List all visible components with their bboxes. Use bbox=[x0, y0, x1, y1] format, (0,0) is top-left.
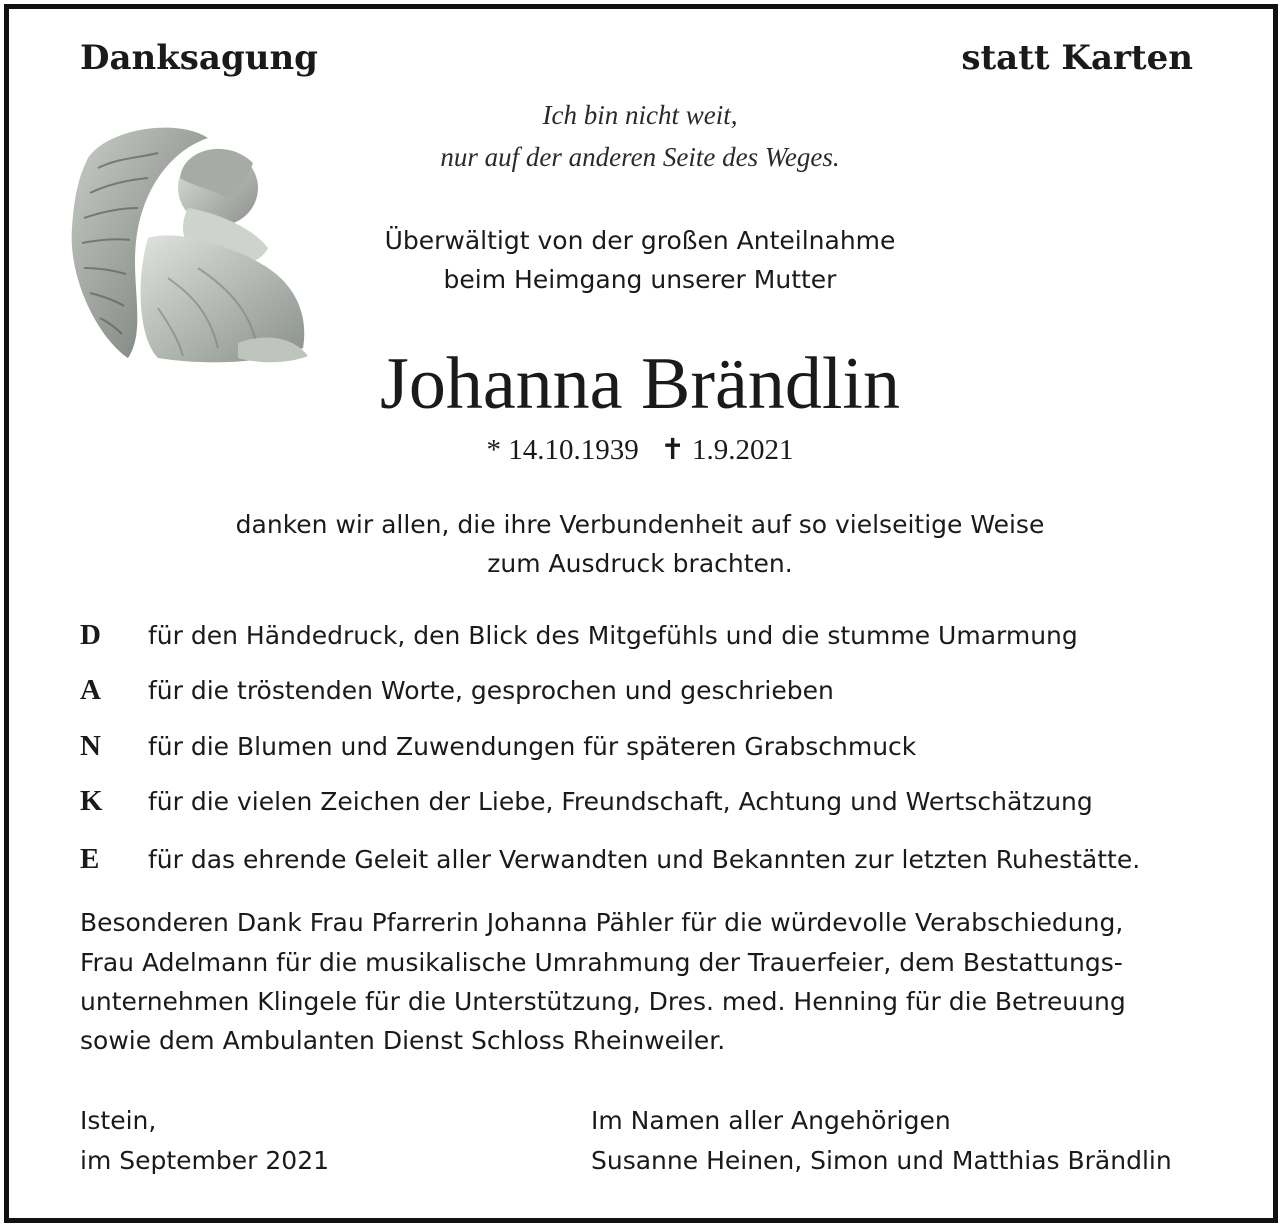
header-statt-karten: statt Karten bbox=[961, 38, 1193, 78]
danke-line-k: für die vielen Zeichen der Liebe, Freundschaft, Achtung und Wertschätzung bbox=[148, 787, 1093, 816]
danke-letter-d: D bbox=[80, 619, 101, 651]
special-thanks-line-2: Frau Adelmann für die musikalische Umrahmung der Trauerfeier, dem Bestattungs- bbox=[80, 948, 1123, 977]
danke-line-d: für den Händedruck, den Blick des Mitgefühls und die stumme Umarmung bbox=[148, 621, 1078, 650]
quote-line-2: nur auf der anderen Seite des Weges. bbox=[440, 142, 840, 172]
danke-line-a: für die tröstenden Worte, gesprochen und geschrieben bbox=[148, 676, 834, 705]
deceased-name: Johanna Brändlin bbox=[380, 343, 900, 425]
life-dates: * 14.10.1939 ✝ 1.9.2021 bbox=[486, 434, 794, 466]
danke-line-n: für die Blumen und Zuwendungen für späteren Grabschmuck bbox=[148, 732, 917, 761]
danke-letter-k: K bbox=[80, 785, 103, 817]
thanks-line-2: zum Ausdruck brachten. bbox=[487, 549, 793, 578]
thanks-line-1: danken wir allen, die ihre Verbundenheit auf so vielseitige Weise bbox=[235, 510, 1045, 539]
header-danksagung: Danksagung bbox=[80, 38, 318, 78]
danke-line-e: für das ehrende Geleit aller Verwandten und Bekannten zur letzten Ruhestätte. bbox=[148, 845, 1141, 874]
signatories: Susanne Heinen, Simon und Matthias Brändlin bbox=[591, 1146, 1172, 1175]
special-thanks-line-3: unternehmen Klingele für die Unterstützung, Dres. med. Henning für die Betreuung bbox=[80, 987, 1126, 1016]
intro-line-2: beim Heimgang unserer Mutter bbox=[443, 265, 837, 294]
special-thanks-line-4: sowie dem Ambulanten Dienst Schloss Rheinweiler. bbox=[80, 1026, 726, 1055]
danke-letter-n: N bbox=[80, 730, 101, 762]
footer-place: Istein, bbox=[80, 1106, 157, 1135]
danke-letter-e: E bbox=[80, 843, 100, 875]
danke-letter-a: A bbox=[80, 674, 101, 706]
signature-intro: Im Namen aller Angehörigen bbox=[591, 1106, 951, 1135]
intro-line-1: Überwältigt von der großen Anteilnahme bbox=[384, 226, 896, 255]
special-thanks-line-1: Besonderen Dank Frau Pfarrerin Johanna Pähler für die würdevolle Verabschiedung, bbox=[80, 908, 1124, 937]
footer-date: im September 2021 bbox=[80, 1146, 329, 1175]
quote-line-1: Ich bin nicht weit, bbox=[542, 100, 738, 130]
